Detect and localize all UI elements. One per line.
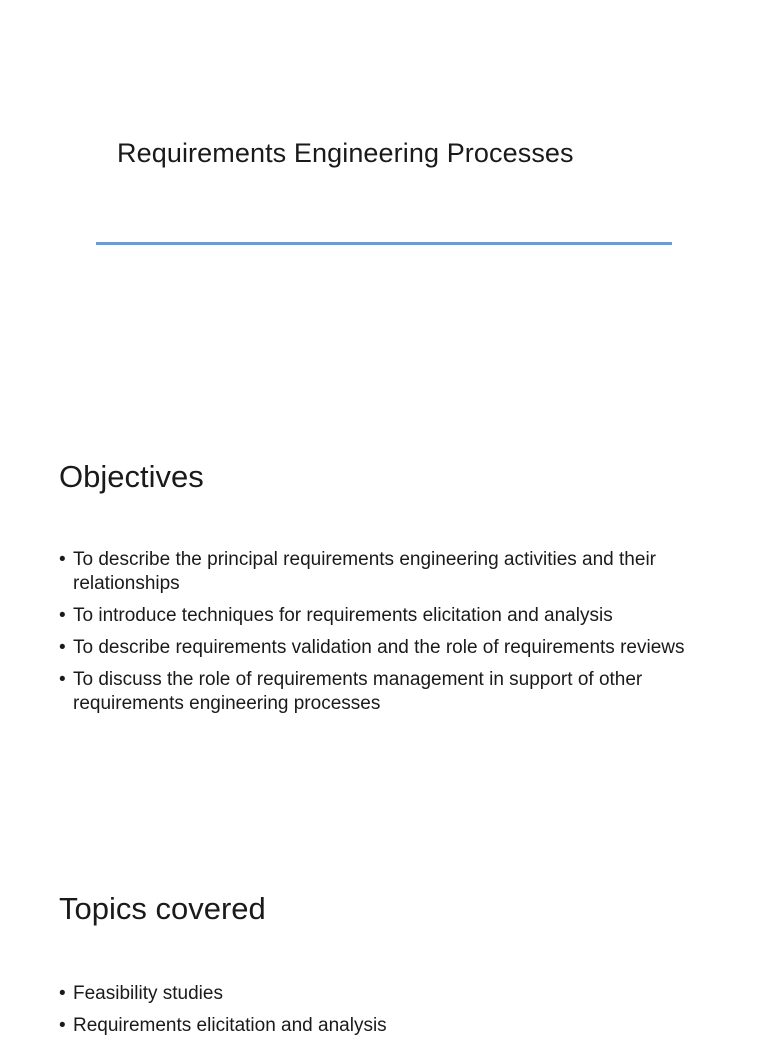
- objectives-list: [59, 548, 729, 724]
- bullet-icon: •: [59, 669, 66, 690]
- slide-title: Requirements Engineering Processes: [117, 138, 574, 168]
- bullet-text: Requirements elicitation and analysis: [73, 1015, 387, 1036]
- list-item: [59, 1014, 729, 1038]
- list-item: [59, 636, 729, 660]
- objectives-heading: Objectives: [59, 459, 204, 494]
- bullet-icon: •: [59, 637, 66, 658]
- list-item: [59, 604, 729, 628]
- bullet-icon: •: [59, 1015, 66, 1036]
- bullet-text: To describe the principal requirements engineering activities and their relationships: [73, 549, 656, 594]
- title-divider: [96, 242, 672, 245]
- list-item: [59, 982, 729, 1006]
- topics-heading: Topics covered: [59, 891, 266, 926]
- bullet-icon: •: [59, 549, 66, 570]
- objectives-slide: [0, 420, 768, 860]
- bullet-icon: •: [59, 983, 66, 1004]
- topics-slide: [0, 860, 768, 1036]
- title-slide: [0, 0, 768, 420]
- bullet-text: Feasibility studies: [73, 983, 223, 1004]
- bullet-text: To discuss the role of requirements management in support of other requirements engineering processes: [73, 669, 643, 714]
- list-item: [59, 668, 729, 716]
- bullet-icon: •: [59, 605, 66, 626]
- bullet-text: To introduce techniques for requirements elicitation and analysis: [73, 605, 613, 626]
- list-item: [59, 548, 729, 596]
- topics-list: [59, 982, 729, 1046]
- bullet-text: To describe requirements validation and the role of requirements reviews: [73, 637, 685, 658]
